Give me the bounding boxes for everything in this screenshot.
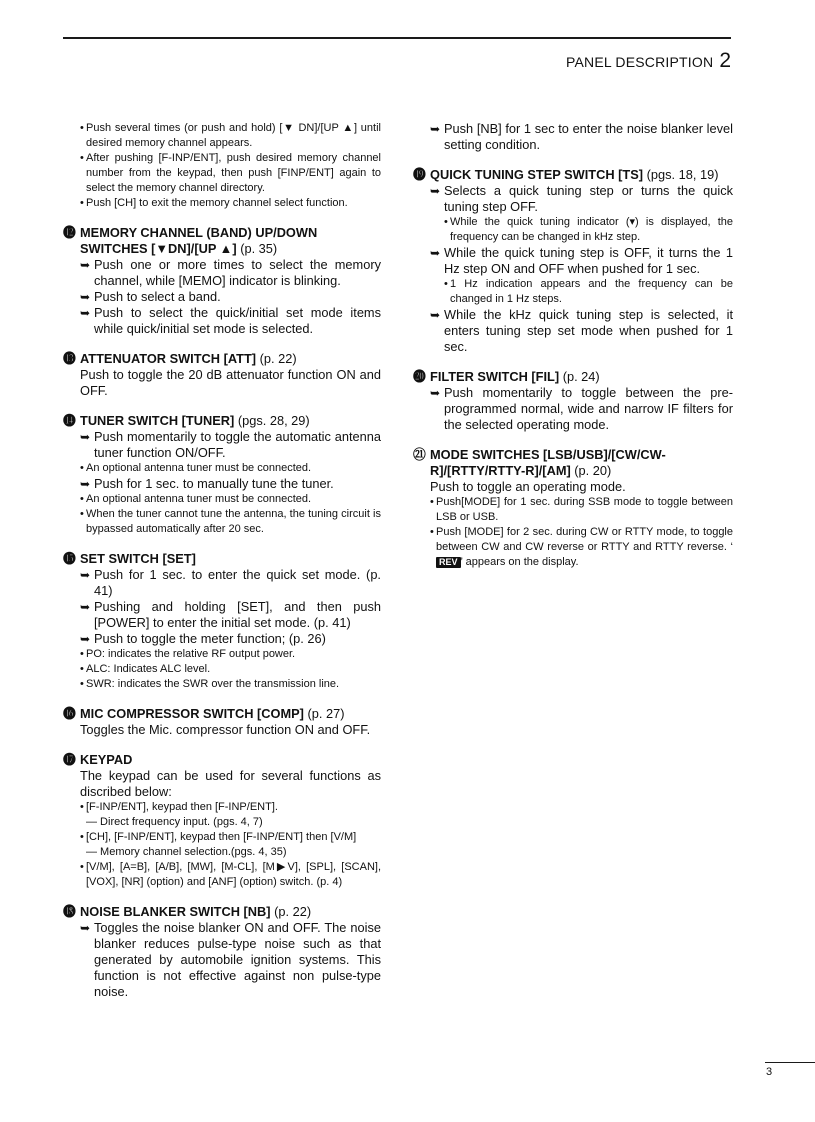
note: • [F-INP/ENT], keypad then [F-INP/ENT]. (80, 801, 278, 813)
note: • When the tuner cannot tune the antenna, the tuning circuit is bypassed automatically after 20 sec. (80, 508, 381, 535)
arrow-icon: ➥ (80, 568, 91, 582)
intro-notes (63, 121, 381, 211)
arrow-item: ➥ Selects a quick tuning step or turns the quick tuning step OFF. (430, 183, 733, 214)
section-number: ⓱ (63, 752, 76, 767)
note: • Push [CH] to exit the memory channel select function. (80, 197, 348, 209)
arrow-item: ➥ Push to select a band. (80, 289, 221, 304)
section-heading: ⓬ MEMORY CHANNEL (BAND) UP/DOWN SWITCHES [▼DN]/[UP ▲] (p. 35) (63, 225, 318, 256)
section-17 (63, 752, 381, 890)
note-dash: — Direct frequency input. (pgs. 4, 7) (86, 816, 263, 828)
arrow-icon: ➥ (80, 632, 91, 646)
section-number: ⓬ (63, 225, 76, 240)
section-13 (63, 351, 381, 399)
arrow-item: ➥ Push for 1 sec. to manually tune the tuner. (80, 476, 334, 491)
arrow-icon: ➥ (430, 184, 441, 198)
section-number: ⓮ (63, 413, 76, 428)
arrow-item: ➥ Push for 1 sec. to enter the quick set mode. (p. 41) (80, 567, 381, 598)
arrow-icon: ➥ (80, 430, 91, 444)
note: • Push [MODE] for 2 sec. during CW or RTTY mode, to toggle between CW and CW reverse or RTTY and RTTY reverse. ‘REV ’ appears on the display. (430, 526, 733, 568)
section-18-continued (413, 121, 733, 153)
section-number: ⓴ (413, 369, 426, 384)
arrow-item: ➥ Pushing and holding [SET], and then push [POWER] to enter the initial set mode. (p. 41) (80, 599, 381, 630)
arrow-item: ➥ Push to select the quick/initial set mode items while quick/initial set mode is selected. (80, 305, 381, 336)
note: • Push[MODE] for 1 sec. during SSB mode to toggle between LSB or USB. (430, 496, 733, 523)
section-heading: ⓴ FILTER SWITCH [FIL] (p. 24) (413, 369, 600, 384)
section-heading: ⓮ TUNER SWITCH [TUNER] (pgs. 28, 29) (63, 413, 310, 428)
section-number: ⓯ (63, 551, 76, 566)
chapter-number: 2 (719, 49, 731, 72)
section-number: ⓳ (413, 167, 426, 182)
left-column (63, 121, 381, 1014)
arrow-icon: ➥ (430, 386, 441, 400)
header-title: PANEL DESCRIPTION (565, 54, 714, 70)
section-heading: ⓯ SET SWITCH [SET] (63, 551, 196, 566)
arrow-item: ➥ While the quick tuning step is OFF, it turns the 1 Hz step ON and OFF when pushed for 1 sec. (430, 245, 733, 276)
section-21 (413, 447, 733, 570)
section-text: The keypad can be used for several functions as discribed below: (80, 768, 381, 799)
note: • An optional antenna tuner must be connected. (80, 493, 312, 505)
arrow-icon: ➥ (430, 122, 441, 136)
page-number: 3 (766, 1066, 773, 1078)
footer-rule (765, 1062, 815, 1063)
section-12 (63, 225, 381, 337)
section-heading: ⓳ QUICK TUNING STEP SWITCH [TS] (pgs. 18, 19) (413, 167, 719, 182)
note: • Push several times (or push and hold) [▼ DN]/[UP ▲] until desired memory channel appears. (80, 122, 381, 149)
note: • [CH], [F-INP/ENT], keypad then [F-INP/ENT] then [V/M] (80, 831, 357, 843)
note: • An optional antenna tuner must be connected. (80, 462, 312, 474)
section-text: Push to toggle an operating mode. (430, 479, 626, 494)
section-heading: ㉑ MODE SWITCHES [LSB/USB]/[CW/CW-R]/[RTTY/RTTY-R]/[AM] (p. 20) (413, 447, 666, 478)
arrow-icon: ➥ (80, 600, 91, 614)
arrow-item: ➥ Toggles the noise blanker ON and OFF. The noise blanker reduces pulse-type noise such as that generated by automobile ignition systems. This function is not effective against non pulse-type noise. (80, 920, 381, 999)
note: • While the quick tuning indicator (▾) is displayed, the frequency can be changed in kHz step. (444, 216, 733, 243)
note: • SWR: indicates the SWR over the transmission line. (80, 678, 340, 690)
note: • [V/M], [A=B], [A/B], [MW], [M-CL], [M▶V], [SPL], [SCAN], [VOX], [NR] (option) and [ANF] (option) switch. (p. 4) (80, 861, 381, 888)
arrow-icon: ➥ (80, 306, 91, 320)
section-15 (63, 551, 381, 692)
rev-indicator-icon: REV (436, 557, 461, 568)
note: • 1 Hz indication appears and the frequency can be changed in 1 Hz steps. (444, 278, 733, 305)
section-heading: ⓭ ATTENUATOR SWITCH [ATT] (p. 22) (63, 351, 297, 366)
note: • After pushing [F-INP/ENT], push desired memory channel number from the keypad, then push [FINP/ENT] again to select the memory channel directory. (80, 152, 381, 194)
arrow-icon: ➥ (430, 246, 441, 260)
section-19 (413, 167, 733, 355)
arrow-icon: ➥ (80, 477, 91, 491)
section-20 (413, 369, 733, 433)
arrow-item: ➥ Push momentarily to toggle between the pre-programmed normal, wide and narrow IF filters for the selected operating mode. (430, 385, 733, 432)
arrow-icon: ➥ (80, 290, 91, 304)
section-number: ⓲ (63, 904, 76, 919)
arrow-icon: ➥ (430, 308, 441, 322)
section-number: ⓭ (63, 351, 76, 366)
arrow-item: ➥ While the kHz quick tuning step is selected, it enters tuning step set mode when pushed for 1 sec. (430, 307, 733, 354)
top-rule (63, 37, 731, 39)
section-16 (63, 706, 381, 738)
arrow-item: ➥ Push to toggle the meter function; (p. 26) (80, 631, 326, 646)
right-column (413, 121, 733, 584)
section-number: ⓰ (63, 706, 76, 721)
arrow-item: ➥ Push one or more times to select the memory channel, while [MEMO] indicator is blinking. (80, 257, 381, 288)
note: • ALC: Indicates ALC level. (80, 663, 211, 675)
arrow-icon: ➥ (80, 921, 91, 935)
page-header (566, 49, 731, 73)
arrow-item: ➥ Push momentarily to toggle the automatic antenna tuner function ON/OFF. (80, 429, 381, 460)
section-heading: ⓱ KEYPAD (63, 752, 133, 767)
section-18 (63, 904, 381, 1000)
section-heading: ⓲ NOISE BLANKER SWITCH [NB] (p. 22) (63, 904, 312, 919)
section-text: Toggles the Mic. compressor function ON and OFF. (80, 722, 371, 737)
section-text: Push to toggle the 20 dB attenuator function ON and OFF. (80, 367, 381, 398)
arrow-item: ➥ Push [NB] for 1 sec to enter the noise blanker level setting condition. (430, 121, 733, 152)
note: • PO: indicates the relative RF output power. (80, 648, 296, 660)
section-number: ㉑ (413, 447, 426, 462)
section-14 (63, 413, 381, 537)
section-heading: ⓰ MIC COMPRESSOR SWITCH [COMP] (p. 27) (63, 706, 345, 721)
note-dash: — Memory channel selection.(pgs. 4, 35) (86, 846, 287, 858)
arrow-icon: ➥ (80, 258, 91, 272)
